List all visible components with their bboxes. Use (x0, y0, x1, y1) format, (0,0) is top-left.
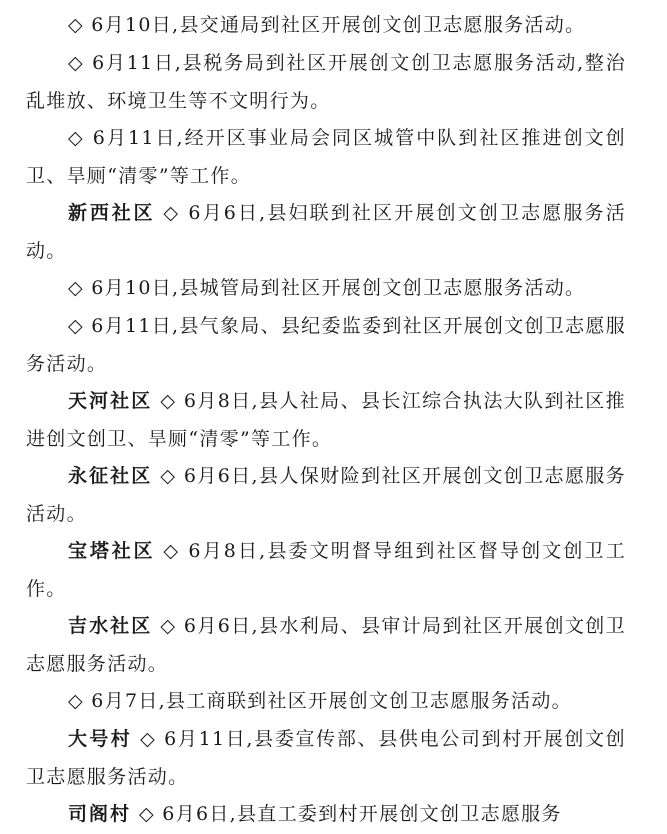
village-label: 大号村 (68, 728, 133, 750)
paragraph (26, 533, 626, 608)
paragraph (26, 721, 626, 796)
community-label: 吉水社区 (68, 615, 153, 637)
community-label: 永征社区 (68, 465, 153, 487)
paragraph (26, 608, 626, 683)
paragraph-text: ◇ 6月6日,县人保财险到社区开展创文创卫志愿服务活动。 (26, 465, 626, 525)
village-label: 司阁村 (68, 803, 132, 825)
paragraph-text: ◇ 6月6日,县妇联到社区开展创文创卫志愿服务活动。 (26, 202, 626, 262)
paragraph (26, 308, 626, 383)
paragraph-text: ◇ 6月7日,县工商联到社区开展创文创卫志愿服务活动。 (68, 690, 572, 712)
paragraph (26, 7, 626, 45)
paragraph-text: ◇ 6月6日,县直工委到村开展创文创卫志愿服务 (139, 803, 562, 825)
paragraph-text: ◇ 6月10日,县交通局到社区开展创文创卫志愿服务活动。 (68, 14, 586, 36)
community-label: 新西社区 (68, 202, 156, 224)
paragraph-text: ◇ 6月8日,县人社局、县长江综合执法大队到社区推进创文创卫、旱厕“清零”等工作。 (26, 390, 626, 450)
paragraph-text: ◇ 6月8日,县委文明督导组到社区督导创文创卫工作。 (26, 540, 626, 600)
paragraph (26, 458, 626, 533)
community-label: 天河社区 (68, 390, 153, 412)
paragraph (26, 195, 626, 270)
paragraph-text: ◇ 6月11日,县委宣传部、县供电公司到村开展创文创卫志愿服务活动。 (26, 728, 626, 788)
paragraph-text: ◇ 6月6日,县水利局、县审计局到社区开展创文创卫志愿服务活动。 (26, 615, 626, 675)
paragraph-text: ◇ 6月11日,经开区事业局会同区城管中队到社区推进创文创卫、旱厕“清零”等工作。 (26, 127, 626, 187)
paragraph-text: ◇ 6月10日,县城管局到社区开展创文创卫志愿服务活动。 (68, 277, 586, 299)
paragraph (26, 796, 626, 834)
paragraph (26, 120, 626, 195)
paragraph (26, 270, 626, 308)
paragraph-text: ◇ 6月11日,县气象局、县纪委监委到社区开展创文创卫志愿服务活动。 (26, 315, 626, 375)
paragraph (26, 45, 626, 120)
paragraph-text: ◇ 6月11日,县税务局到社区开展创文创卫志愿服务活动,整治乱堆放、环境卫生等不文明行为。 (26, 52, 626, 112)
paragraph (26, 383, 626, 458)
paragraph (26, 683, 626, 721)
community-label: 宝塔社区 (68, 540, 156, 562)
